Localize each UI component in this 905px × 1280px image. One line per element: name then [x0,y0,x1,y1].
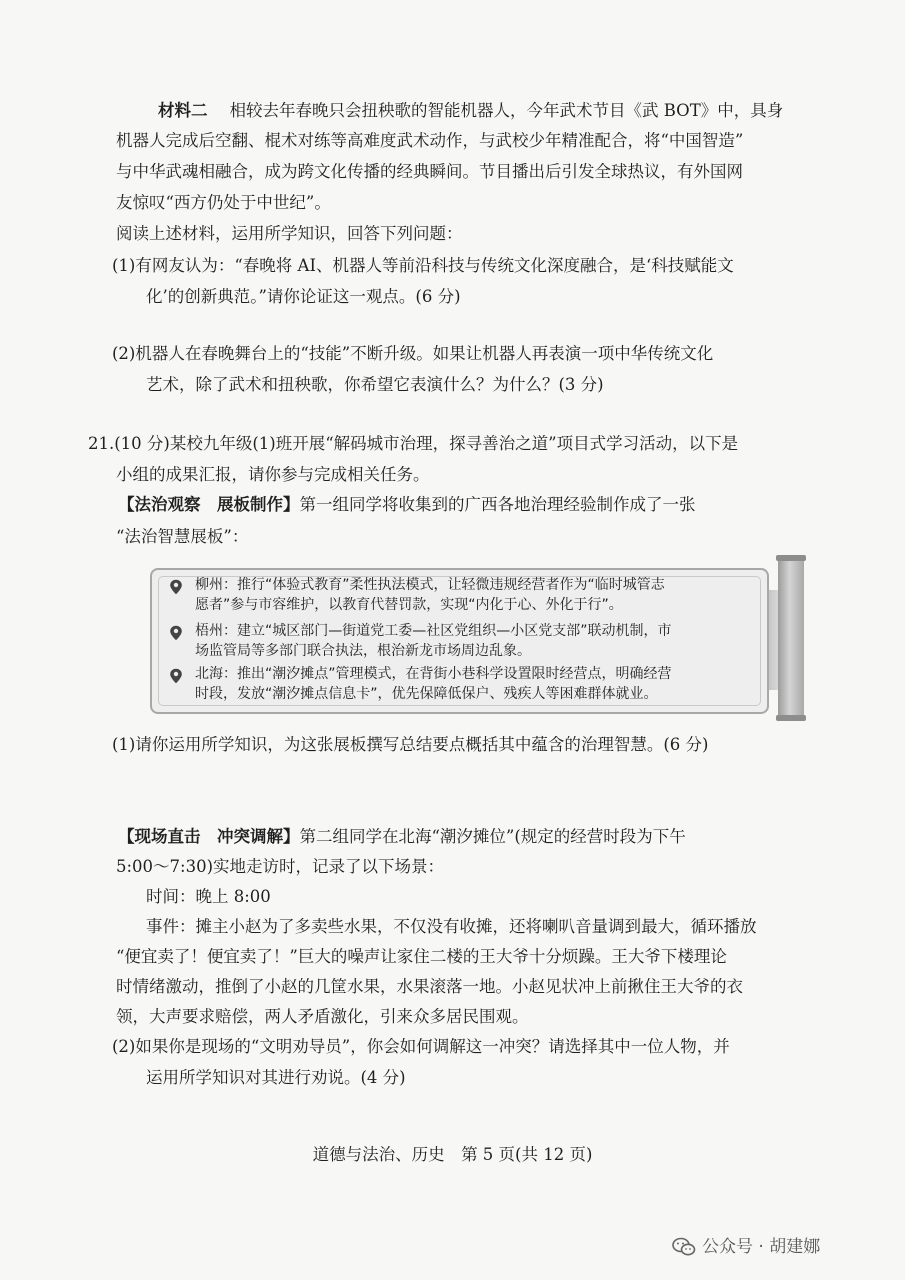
q20-2-line-1: (2)机器人在春晚舞台上的“技能”不断升级。如果让机器人再表演一项中华传统文化 [112,344,714,363]
map-pin-icon [169,579,183,595]
event-line-4: 领，大声要求赔偿，两人矛盾激化，引来众多居民围观。 [116,1007,529,1026]
material2-line-3: 与中华武魂相融合，成为跨文化传播的经典瞬间。节目播出后引发全球热议，有外国网 [116,162,743,181]
event-line-1: 事件：摊主小赵为了多卖些水果，不仅没有收摊，还将喇叭音量调到最大，循环播放 [146,917,757,936]
board-item-wuzhou-line-2: 场监管局等多部门联合执法，根治新龙市场周边乱象。 [195,643,531,659]
task1-text-1: 第一组同学将收集到的广西各地治理经验制作成了一张 [299,495,696,514]
page-footer: 道德与法治、历史 第 5 页(共 12 页) [312,1145,593,1164]
wechat-icon [672,1237,696,1257]
task1-heading: 【法治观察 展板制作】 [118,495,300,514]
material2-line-4: 友惊叹“西方仍处于中世纪”。 [116,193,331,212]
material2-line-1: 相较去年春晚只会扭秧歌的智能机器人，今年武术节目《武 BOT》中，具身 [229,101,784,120]
watermark-text: 公众号 · 胡建娜 [702,1237,821,1257]
material2-first-line [158,101,783,121]
board-item-wuzhou-line-1: 梧州：建立“城区部门—街道党工委—社区党组织—小区党支部”联动机制，市 [195,623,672,639]
task2-heading: 【现场直击 冲突调解】 [118,827,300,846]
q21-2-line-2: 运用所学知识对其进行劝说。(4 分) [146,1068,406,1087]
material2-line-2: 机器人完成后空翻、棍术对练等高难度武术动作，与武校少年精准配合，将“中国智造” [116,131,744,150]
board-item-liuzhou-line-1: 柳州：推行“体验式教育”柔性执法模式，让轻微违规经营者作为“临时城管志 [195,577,665,593]
q21-1: (1)请你运用所学知识，为这张展板撰写总结要点概括其中蕴含的治理智慧。(6 分) [112,735,709,754]
board-item-beihai-line-1: 北海：推出“潮汐摊点”管理模式，在背街小巷科学设置限时经营点，明确经营 [195,666,672,682]
rod-cap-top [776,555,806,561]
map-pin-icon [169,668,183,684]
event-line-2: “便宜卖了！便宜卖了！”巨大的噪声让家住二楼的王大爷十分烦躁。王大爷下楼理论 [116,947,727,966]
board-item-liuzhou-line-2: 愿者”参与市容维护，以教育代替罚款，实现“内化于心、外化于行”。 [195,597,623,613]
q20-1-line-1: (1)有网友认为：“春晚将 AI、机器人等前沿科技与传统文化深度融合，是‘科技赋能文 [112,256,734,275]
q21-2-line-1: (2)如果你是现场的“文明劝导员”，你会如何调解这一冲突？请选择其中一位人物，并 [112,1037,730,1056]
task1-text-2: “法治智慧展板”： [116,527,249,546]
instruction: 阅读上述材料，运用所学知识，回答下列问题： [116,224,463,243]
q20-2-line-2: 艺术，除了武术和扭秧歌，你希望它表演什么？为什么？(3 分) [146,375,604,394]
q21-line-2: 小组的成果汇报，请你参与完成相关任务。 [116,465,430,484]
q20-1-line-2: 化’的创新典范。”请你论证这一观点。(6 分) [146,287,461,306]
board-item-beihai-line-2: 时段，发放“潮汐摊点信息卡”，优先保障低保户、残疾人等困难群体就业。 [195,686,658,702]
material2-label: 材料二 [158,101,208,120]
task1-line-1 [118,495,696,515]
time-line: 时间：晚上 8:00 [146,887,271,906]
event-line-3: 时情绪激动，推倒了小赵的几筐水果，水果滚落一地。小赵见状冲上前揪住王大爷的衣 [116,977,743,996]
q21-line-1: 21.(10 分)某校九年级(1)班开展“解码城市治理，探寻善治之道”项目式学习活动，以下是 [88,434,739,453]
rod-cap-bottom [776,715,806,721]
map-pin-icon [169,625,183,641]
task2-text-2: 5:00～7:30)实地走访时，记录了以下场景： [116,857,445,876]
task2-line-1 [118,827,686,847]
board-scroll-rod [778,555,804,721]
task2-text-1: 第二组同学在北海“潮汐摊位”(规定的经营时段为下午 [299,827,686,846]
watermark [672,1232,820,1257]
